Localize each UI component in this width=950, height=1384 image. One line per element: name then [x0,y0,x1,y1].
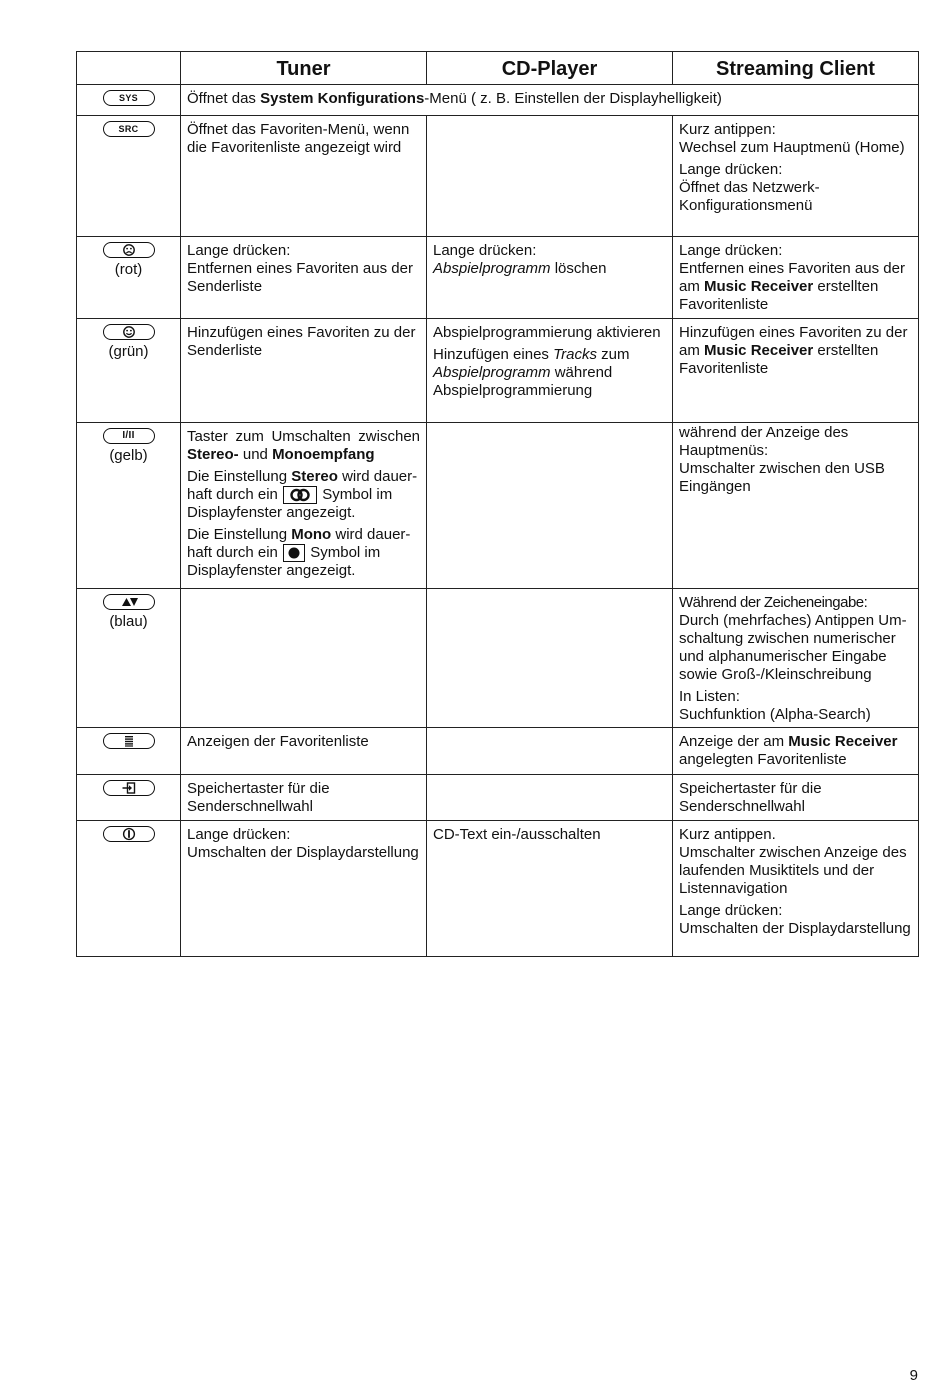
yellow-streaming-cell: während der Anzeige des Hauptmenüs: Umschalter zwischen den USB Eingängen [673,423,919,589]
key-note-yellow: (gelb) [109,447,148,464]
table-row-info [77,821,919,957]
smiley-face-icon [103,324,155,340]
key-cell-red [77,237,181,319]
header-tuner: Tuner [181,52,427,85]
green-tuner-cell: Hinzufügen eines Favoriten zu der Senderliste [181,319,427,423]
table-row-sys [77,85,919,116]
table-row-list [77,728,919,775]
header-cd-player: CD-Player [427,52,673,85]
table-row-red [77,237,919,319]
src-button-icon: SRC [103,121,155,137]
green-streaming-cell: Hinzufügen eines Favoriten zu der am Music Receiver erstellten Favoritenliste [673,319,919,423]
save-cd-cell [427,775,673,821]
mono-dot-icon [283,544,305,562]
store-arrow-icon [103,780,155,796]
sys-button-icon: SYS [103,90,155,106]
key-cell-blue [77,589,181,728]
table-row-green [77,319,919,423]
sad-face-icon [103,242,155,258]
yellow-cd-cell [427,423,673,589]
info-circle-icon [103,826,155,842]
list-tuner-cell: Anzeigen der Favoritenliste [181,728,427,775]
table-row-blue [77,589,919,728]
list-streaming-cell: Anzeige der am Music Receiver angelegten Favoritenliste [673,728,919,775]
key-note-blue: (blau) [109,613,148,630]
header-empty-cell [77,52,181,85]
up-down-triangles-icon [103,594,155,610]
remote-function-table [76,51,919,957]
table-header-row [77,52,919,85]
key-cell-src [77,116,181,237]
key-cell-info [77,821,181,957]
table-row-yellow [77,423,919,589]
blue-cd-cell [427,589,673,728]
info-streaming-cell: Kurz antippen. Umschalter zwischen Anzeige des laufenden Musiktitels und der Listennavigation Lange drücken: Umschalten der Displaydarstellung [673,821,919,957]
table-row-src [77,116,919,237]
green-cd-cell: Abspielprogrammierung aktivieren Hinzufügen eines Tracks zum Abspielprogramm während Abspielprogrammierung [427,319,673,423]
key-note-red: (rot) [114,261,143,278]
key-cell-sys [77,85,181,116]
info-tuner-cell: Lange drücken: Umschalten der Displaydarstellung [181,821,427,957]
src-streaming-cell: Kurz antippen: Wechsel zum Hauptmenü (Home) Lange drücken: Öffnet das Netzwerk-Konfigurationsmenü [673,116,919,237]
red-cd-cell: Lange drücken: Abspielprogramm löschen [427,237,673,319]
key-note-green: (grün) [108,343,149,360]
save-tuner-cell: Speichertaster für die Senderschnellwahl [181,775,427,821]
blue-streaming-cell: Während der Zeicheneingabe: Durch (mehrfaches) Antippen Um-schaltung zwischen numerischer und alphanumerischer Eingabe sowie Groß-/Kleinschreibung In Listen: Suchfunktion (Alpha-Search) [673,589,919,728]
key-cell-yellow [77,423,181,589]
yellow-tuner-cell: Taster zum Umschalten zwischen Stereo- und Monoempfang Die Einstellung Stereo wird dauer-haft durch ein Symbol im Displayfenster angezeigt. Die Einstellung Mono wird dauer-haft durch ein Symbol im Displayfenster angezeigt. [181,423,427,589]
blue-tuner-cell [181,589,427,728]
stereo-mono-button-icon: I/II [103,428,155,444]
list-cd-cell [427,728,673,775]
src-cd-cell [427,116,673,237]
red-streaming-cell: Lange drücken: Entfernen eines Favoriten aus der am Music Receiver erstellten Favoritenliste [673,237,919,319]
list-lines-icon [103,733,155,749]
sys-description: Öffnet das System Konfigurations-Menü ( z. B. Einstellen der Displayhelligkeit) [181,85,919,116]
page-number: 9 [909,1367,918,1384]
key-cell-green [77,319,181,423]
red-tuner-cell: Lange drücken: Entfernen eines Favoriten aus der Senderliste [181,237,427,319]
stereo-rings-icon [283,486,317,504]
info-cd-cell: CD-Text ein-/ausschalten [427,821,673,957]
table-row-save [77,775,919,821]
key-cell-save [77,775,181,821]
src-tuner-cell: Öffnet das Favoriten-Menü, wenn die Favoritenliste angezeigt wird [181,116,427,237]
save-streaming-cell: Speichertaster für die Senderschnellwahl [673,775,919,821]
header-streaming-client: Streaming Client [673,52,919,85]
key-cell-list [77,728,181,775]
